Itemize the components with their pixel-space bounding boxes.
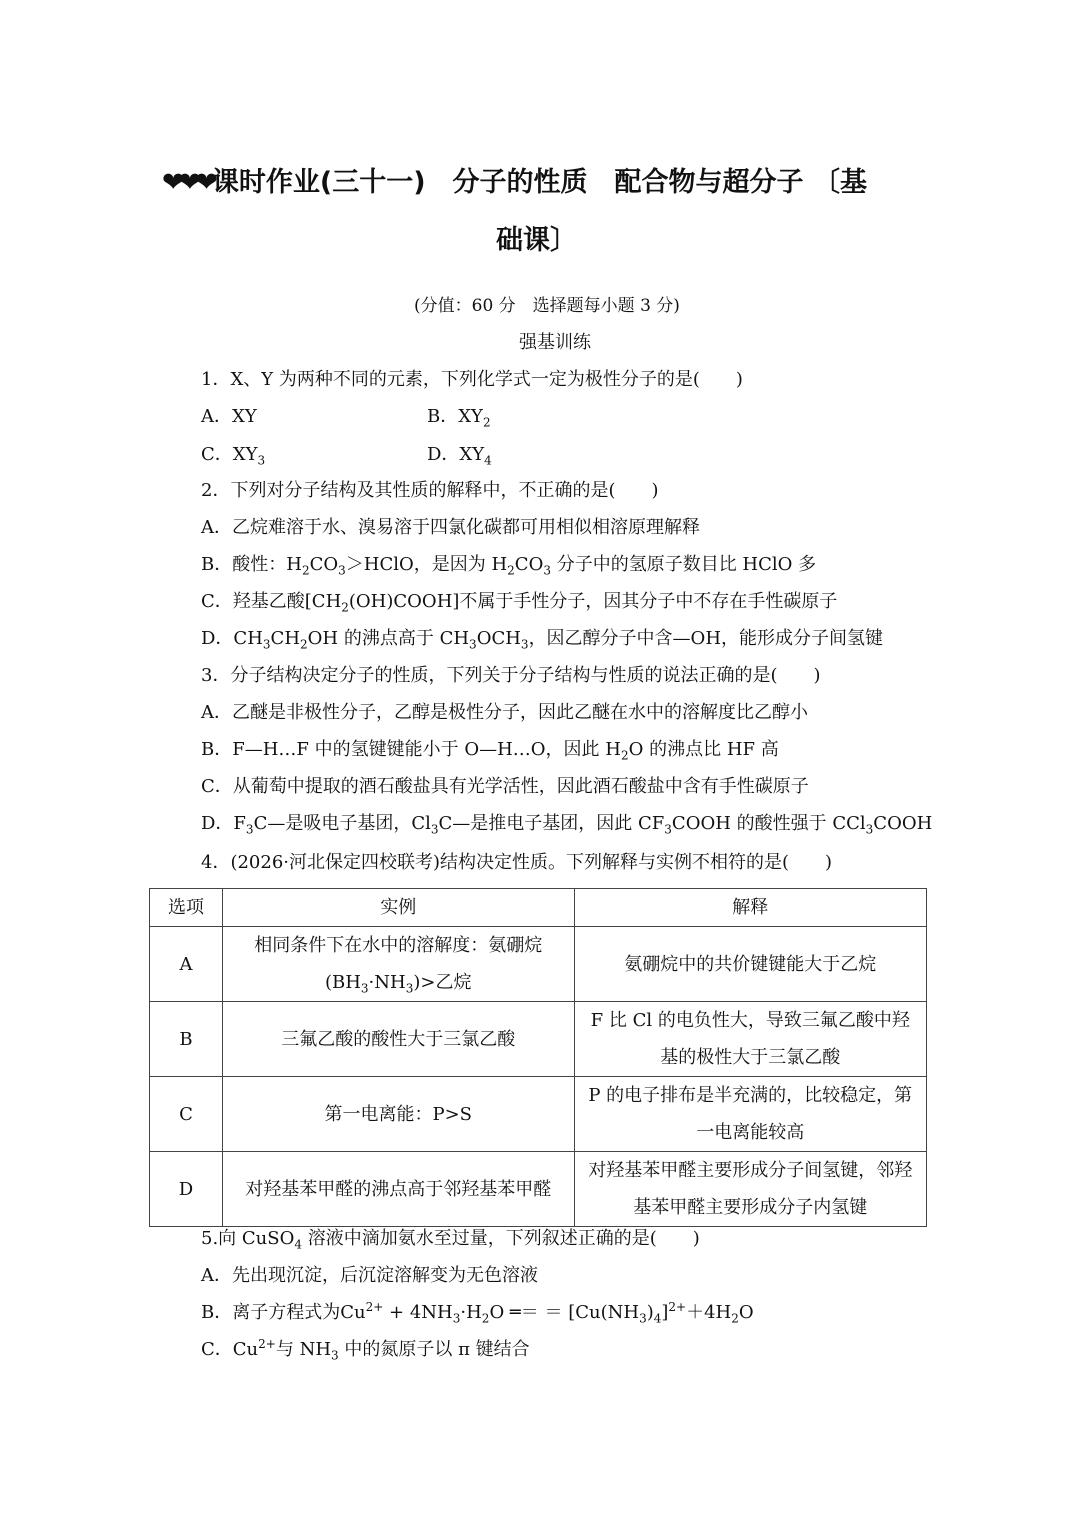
- q2-stem: 2．下列对分子结构及其性质的解释中，不正确的是( ): [201, 480, 659, 501]
- q1-option-c: C．$XY_3$: [201, 444, 266, 468]
- q2-option-a: A．乙烷难溶于水、溴易溶于四氯化碳都可用相似相溶原理解释: [201, 517, 700, 538]
- table-cell-explanation: 对羟基苯甲醛主要形成分子间氢键，邻羟 基苯甲醛主要形成分子内氢键: [574, 1152, 926, 1227]
- table-cell-example: 第一电离能：P>S: [222, 1077, 574, 1152]
- q1-option-b: B．$XY_2$: [427, 406, 491, 430]
- table-cell-option: A: [150, 927, 223, 1002]
- table-row: [150, 1152, 927, 1227]
- q1-option-d: D．$XY_4$: [427, 444, 492, 468]
- table-row: [150, 1077, 927, 1152]
- q1-option-a: A．XY: [201, 406, 257, 427]
- table-header: 实例: [222, 889, 574, 927]
- table-cell-option: C: [150, 1077, 223, 1152]
- q3-option-b: B．F—H…F 中的氢键键能小于 O—H…O，因此 $H_2O$ 的沸点比 HF 高: [201, 739, 779, 763]
- table-cell-option: B: [150, 1002, 223, 1077]
- q3-option-a: A．乙醚是非极性分子，乙醇是极性分子，因此乙醚在水中的溶解度比乙醇小: [201, 702, 808, 723]
- table-cell-example: 三氟乙酸的酸性大于三氯乙酸: [222, 1002, 574, 1077]
- table-cell-explanation: 氨硼烷中的共价键键能大于乙烷: [574, 927, 926, 1002]
- q4-stem: 4．(2026·河北保定四校联考)结构决定性质。下列解释与实例不相符的是( ): [201, 852, 833, 873]
- q3-stem: 3．分子结构决定分子的性质，下列关于分子结构与性质的说法正确的是( ): [201, 665, 821, 686]
- table-cell-option: D: [150, 1152, 223, 1227]
- page-title-line2: 础课〕: [496, 225, 577, 256]
- table-header: 选项: [150, 889, 223, 927]
- q2-option-d: D．$CH_3CH_2OH$ 的沸点高于 $CH_3OCH_3$，因乙醇分子中含—OH，能形成分子间氢键: [201, 628, 884, 652]
- q5-option-a: A．先出现沉淀，后沉淀溶解变为无色溶液: [201, 1265, 538, 1286]
- q3-option-c: C．从葡萄中提取的酒石酸盐具有光学活性，因此酒石酸盐中含有手性碳原子: [201, 776, 809, 797]
- table-cell-explanation: F 比 Cl 的电负性大，导致三氟乙酸中羟 基的极性大于三氯乙酸: [574, 1002, 926, 1077]
- table-row: [150, 927, 927, 1002]
- q4-table: [149, 888, 927, 1227]
- q1-stem: 1．X、Y 为两种不同的元素，下列化学式一定为极性分子的是( ): [201, 369, 743, 390]
- table-cell-example: 对羟基苯甲醛的沸点高于邻羟基苯甲醛: [222, 1152, 574, 1227]
- section-heading: 强基训练: [519, 332, 591, 353]
- page-title: ❤❤❤课时作业(三十一) 分子的性质 配合物与超分子 〔基: [162, 167, 867, 198]
- q5-option-b: B．离子方程式为$Cu^{2+} + 4NH_3\cdot H_2O$ ═＝ ＝ $[Cu(NH_3)_4]^{2+}+4H_2O$: [201, 1300, 754, 1326]
- q5-stem: 5.向 CuSO$_4$ 溶液中滴加氨水至过量，下列叙述正确的是( ): [201, 1228, 700, 1252]
- table-header-row: [150, 889, 927, 927]
- table-cell-explanation: P 的电子排布是半充满的，比较稳定，第 一电离能较高: [574, 1077, 926, 1152]
- table-header: 解释: [574, 889, 926, 927]
- q2-option-b: B．酸性：$H_2CO_3>HClO$，是因为 $H_2CO_3$ 分子中的氢原子数目比 HClO 多: [201, 554, 817, 578]
- score-note: (分值：60 分 选择题每小题 3 分): [414, 296, 680, 316]
- heart-icons: ❤❤❤: [162, 167, 212, 198]
- table-row: [150, 1002, 927, 1077]
- table-cell-example: 相同条件下在水中的溶解度：氨硼烷 $(BH_3\cdot NH_3)>$乙烷: [222, 927, 574, 1002]
- q3-option-d: D．$F_3C—$是吸电子基团，$Cl_3C—$是推电子基团，因此 $CF_3COOH$ 的酸性强于 CCl$_3$COOH: [201, 813, 933, 837]
- q2-option-c: C．羟基乙酸$[CH_2(OH)COOH]$不属于手性分子，因其分子中不存在手性碳原子: [201, 591, 838, 615]
- q5-option-c: C．$Cu^{2+}$与 $NH_3$ 中的氮原子以 π 键结合: [201, 1337, 530, 1363]
